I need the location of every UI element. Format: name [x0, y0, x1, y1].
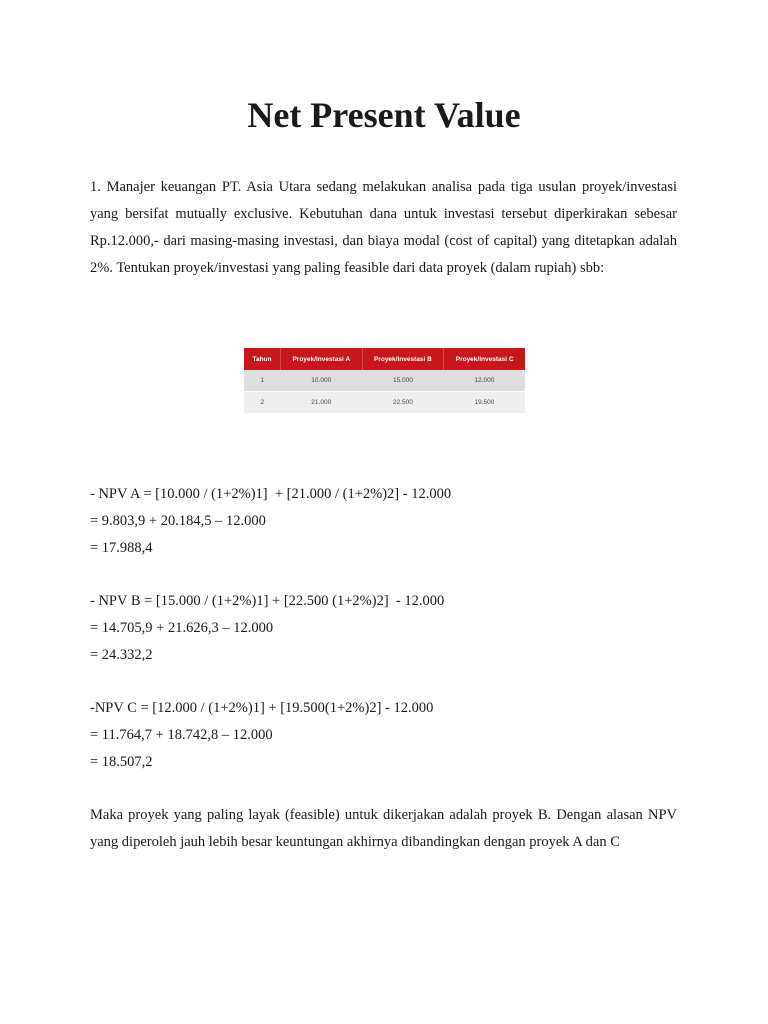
- table-header-row: [244, 348, 525, 370]
- cell-proyek-a: 21.000: [281, 392, 363, 414]
- npv-b-formula: - NPV B = [15.000 / (1+2%)1] + [22.500 (1+2%)2] - 12.000: [90, 593, 445, 609]
- header-proyek-a: Proyek/Investasi A: [281, 348, 363, 370]
- cell-proyek-b: 22.500: [362, 392, 444, 414]
- header-proyek-b: Proyek/Investasi B: [362, 348, 444, 370]
- cell-proyek-c: 12.000: [444, 370, 525, 392]
- npv-c-result: = 18.507,2: [90, 754, 153, 770]
- npv-c-formula: -NPV C = [12.000 / (1+2%)1] + [19.500(1+2%)2] - 12.000: [90, 700, 434, 716]
- cell-proyek-c: 19.500: [444, 392, 525, 414]
- npv-a-step: = 9.803,9 + 20.184,5 – 12.000: [90, 513, 266, 529]
- conclusion-paragraph: Maka proyek yang paling layak (feasible) untuk dikerjakan adalah proyek B. Dengan alasan NPV yang diperoleh jauh lebih besar keuntungan akhirnya dibandingkan dengan proyek A dan C: [90, 807, 677, 850]
- cell-proyek-a: 10.000: [281, 370, 363, 392]
- cell-tahun: 1: [244, 370, 281, 392]
- npv-b-result: = 24.332,2: [90, 647, 153, 663]
- table-row: [244, 392, 525, 414]
- npv-b-step: = 14.705,9 + 21.626,3 – 12.000: [90, 620, 274, 636]
- header-proyek-c: Proyek/Investasi C: [444, 348, 525, 370]
- table-row: [244, 370, 525, 392]
- project-cashflow-table: [244, 348, 525, 413]
- npv-c-step: = 11.764,7 + 18.742,8 – 12.000: [90, 727, 273, 743]
- header-tahun: Tahun: [244, 348, 281, 370]
- cell-tahun: 2: [244, 392, 281, 414]
- npv-a-result: = 17.988,4: [90, 540, 153, 556]
- problem-statement: 1. Manajer keuangan PT. Asia Utara sedang melakukan analisa pada tiga usulan proyek/investasi yang bersifat mutually exclusive. Kebutuhan dana untuk investasi tersebut diperkirakan sebesar Rp.12.000,- dari masing-masing investasi, dan biaya modal (cost of capital) yang ditetapkan adalah 2%. Tentukan proyek/investasi yang paling feasible dari data proyek (dalam rupiah) sbb:: [90, 179, 677, 276]
- page-title: Net Present Value: [247, 95, 521, 135]
- npv-a-formula: - NPV A = [10.000 / (1+2%)1] + [21.000 / (1+2%)2] - 12.000: [90, 486, 452, 502]
- cell-proyek-b: 15.000: [362, 370, 444, 392]
